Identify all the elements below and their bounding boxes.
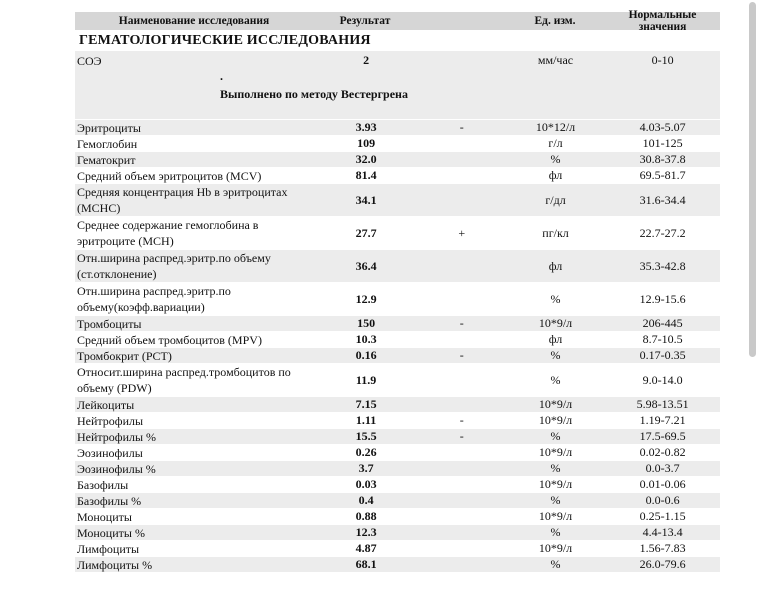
results-table-body [75,120,720,572]
table-row [75,184,720,216]
lab-results-sheet [75,9,720,573]
row-name: Тромбоциты [77,316,142,331]
row-unit: % [550,291,561,306]
table-row [75,332,720,347]
table-row [75,493,720,508]
row-result: 3.7 [358,461,374,475]
esr-flag [418,51,506,53]
row-norm: 0.0-0.6 [645,493,680,507]
row-unit: пг/кл [542,225,569,240]
row-norm: 0.17-0.35 [639,348,686,362]
row-unit: 10*9/л [538,477,573,491]
row-result: 34.1 [355,192,377,207]
row-result: 7.15 [355,397,377,411]
row-result: 1.11 [355,413,377,427]
row-name: Лимфоциты % [77,557,153,572]
row-unit: % [550,152,561,166]
row-name: Гематокрит [77,152,136,167]
row-unit: % [550,429,561,443]
row-name: Нейтрофилы [77,413,144,428]
row-unit: фл [548,258,563,273]
esr-row [75,51,720,119]
row-name: Гемоглобин [77,136,138,151]
row-result: 36.4 [355,258,377,273]
row-norm: 31.6-34.4 [639,192,686,207]
row-name: Моноциты [77,509,132,524]
row-result: 15.5 [355,429,377,443]
row-result: 3.93 [355,120,377,134]
row-name: Отн.ширина распред.эритр.по объему(коэфф.вариации) [77,284,231,314]
row-unit: 10*9/л [538,541,573,555]
table-row [75,250,720,282]
row-norm: 8.7-10.5 [642,332,683,346]
table-row [75,397,720,412]
header-unit: Ед. изм. [534,15,576,27]
row-result: 10.3 [355,332,377,346]
header-norm: Нормальные значения [628,9,697,33]
esr-name: СОЭ [77,54,102,68]
row-name: Средний объем тромбоцитов (MPV) [77,332,262,347]
row-result: 109 [357,136,376,150]
table-row [75,348,720,363]
row-unit: 10*9/л [538,316,573,330]
row-norm: 4.03-5.07 [639,120,686,134]
row-result: 32.0 [355,152,377,166]
row-name: Эритроциты [77,120,141,135]
row-result: 12.3 [355,525,377,539]
row-norm: 5.98-13.51 [636,397,689,411]
row-norm: 0.02-0.82 [639,445,686,459]
table-row [75,477,720,492]
row-flag: - [459,429,464,443]
scrollbar-thumb[interactable] [749,2,756,357]
row-name: Базофилы % [77,493,142,508]
row-norm: 12.9-15.6 [639,291,686,306]
row-flag: - [459,413,464,427]
row-unit: фл [548,168,563,182]
row-name: Отн.ширина распред.эритр.по объему (ст.отклонение) [77,251,271,281]
row-norm: 22.7-27.2 [639,225,686,240]
table-row [75,283,720,315]
row-unit: 10*9/л [538,413,573,427]
row-unit: 10*12/л [535,120,576,134]
row-name: Лейкоциты [77,397,135,412]
row-result: 0.26 [355,445,377,459]
row-norm: 69.5-81.7 [639,168,686,182]
row-result: 0.16 [355,348,377,362]
row-name: Нейтрофилы % [77,429,157,444]
row-name: Средний объем эритроцитов (MCV) [77,168,262,183]
row-unit: г/л [548,136,563,150]
row-result: 4.87 [355,541,377,555]
row-name: Эозинофилы % [77,461,156,476]
row-name: Среднее содержание гемоглобина в эритроците (MCH) [77,218,259,248]
table-row [75,541,720,556]
row-name: Базофилы [77,477,129,492]
row-norm: 0.0-3.7 [645,461,680,475]
row-flag: - [459,120,464,134]
row-norm: 0.25-1.15 [639,509,686,523]
row-norm: 0.01-0.06 [639,477,686,491]
header-result: Результат [339,15,391,27]
esr-method-note: Выполнено по методу Вестергрена [220,87,408,101]
row-unit: г/дл [545,192,566,207]
row-name: Эозинофилы [77,445,143,460]
row-flag: - [459,316,464,330]
row-unit: 10*9/л [538,397,573,411]
table-row [75,509,720,524]
row-flag: - [459,348,464,362]
table-row [75,136,720,151]
row-result: 0.4 [358,493,374,507]
row-result: 11.9 [355,372,377,387]
row-unit: фл [548,332,563,346]
table-row [75,557,720,572]
row-flag: + [458,225,466,240]
esr-result: 2 [363,53,370,67]
row-norm: 35.3-42.8 [639,258,686,273]
table-row [75,445,720,460]
row-unit: % [550,348,561,362]
table-row [75,152,720,167]
table-row [75,461,720,476]
table-row [75,413,720,428]
table-row [75,217,720,249]
row-name: Средняя концентрация Hb в эритроцитах (MCHC) [77,185,288,215]
row-result: 81.4 [355,168,377,182]
row-unit: % [550,461,561,475]
row-norm: 26.0-79.6 [639,557,686,571]
table-header [75,9,720,33]
table-row [75,525,720,540]
row-norm: 9.0-14.0 [642,372,683,387]
row-norm: 1.19-7.21 [639,413,686,427]
row-unit: 10*9/л [538,445,573,459]
esr-dot: . [220,69,223,83]
row-unit: % [550,525,561,539]
row-norm: 1.56-7.83 [639,541,686,555]
row-norm: 17.5-69.5 [639,429,686,443]
table-row [75,120,720,135]
row-unit: % [550,372,561,387]
esr-norm: 0-10 [651,53,674,67]
header-name: Наименование исследования [118,15,270,27]
row-unit: % [550,557,561,571]
row-norm: 30.8-37.8 [639,152,686,166]
row-result: 12.9 [355,291,377,306]
table-row [75,316,720,331]
table-row [75,168,720,183]
row-name: Тромбокрит (PCT) [77,348,172,363]
row-norm: 206-445 [642,316,683,330]
row-name: Моноциты % [77,525,145,540]
row-result: 150 [357,316,376,330]
table-row [75,364,720,396]
row-name: Лимфоциты [77,541,140,556]
esr-unit: мм/час [537,53,574,67]
row-result: 68.1 [355,557,377,571]
row-norm: 101-125 [642,136,683,150]
row-result: 0.03 [355,477,377,491]
row-norm: 4.4-13.4 [642,525,683,539]
row-unit: 10*9/л [538,509,573,523]
row-result: 0.88 [355,509,377,523]
section-title: ГЕМАТОЛОГИЧЕСКИЕ ИССЛЕДОВАНИЯ [79,33,371,48]
row-name: Относит.ширина распред.тромбоцитов по объему (PDW) [77,365,291,395]
table-row [75,429,720,444]
row-unit: % [550,493,561,507]
row-result: 27.7 [355,225,377,240]
